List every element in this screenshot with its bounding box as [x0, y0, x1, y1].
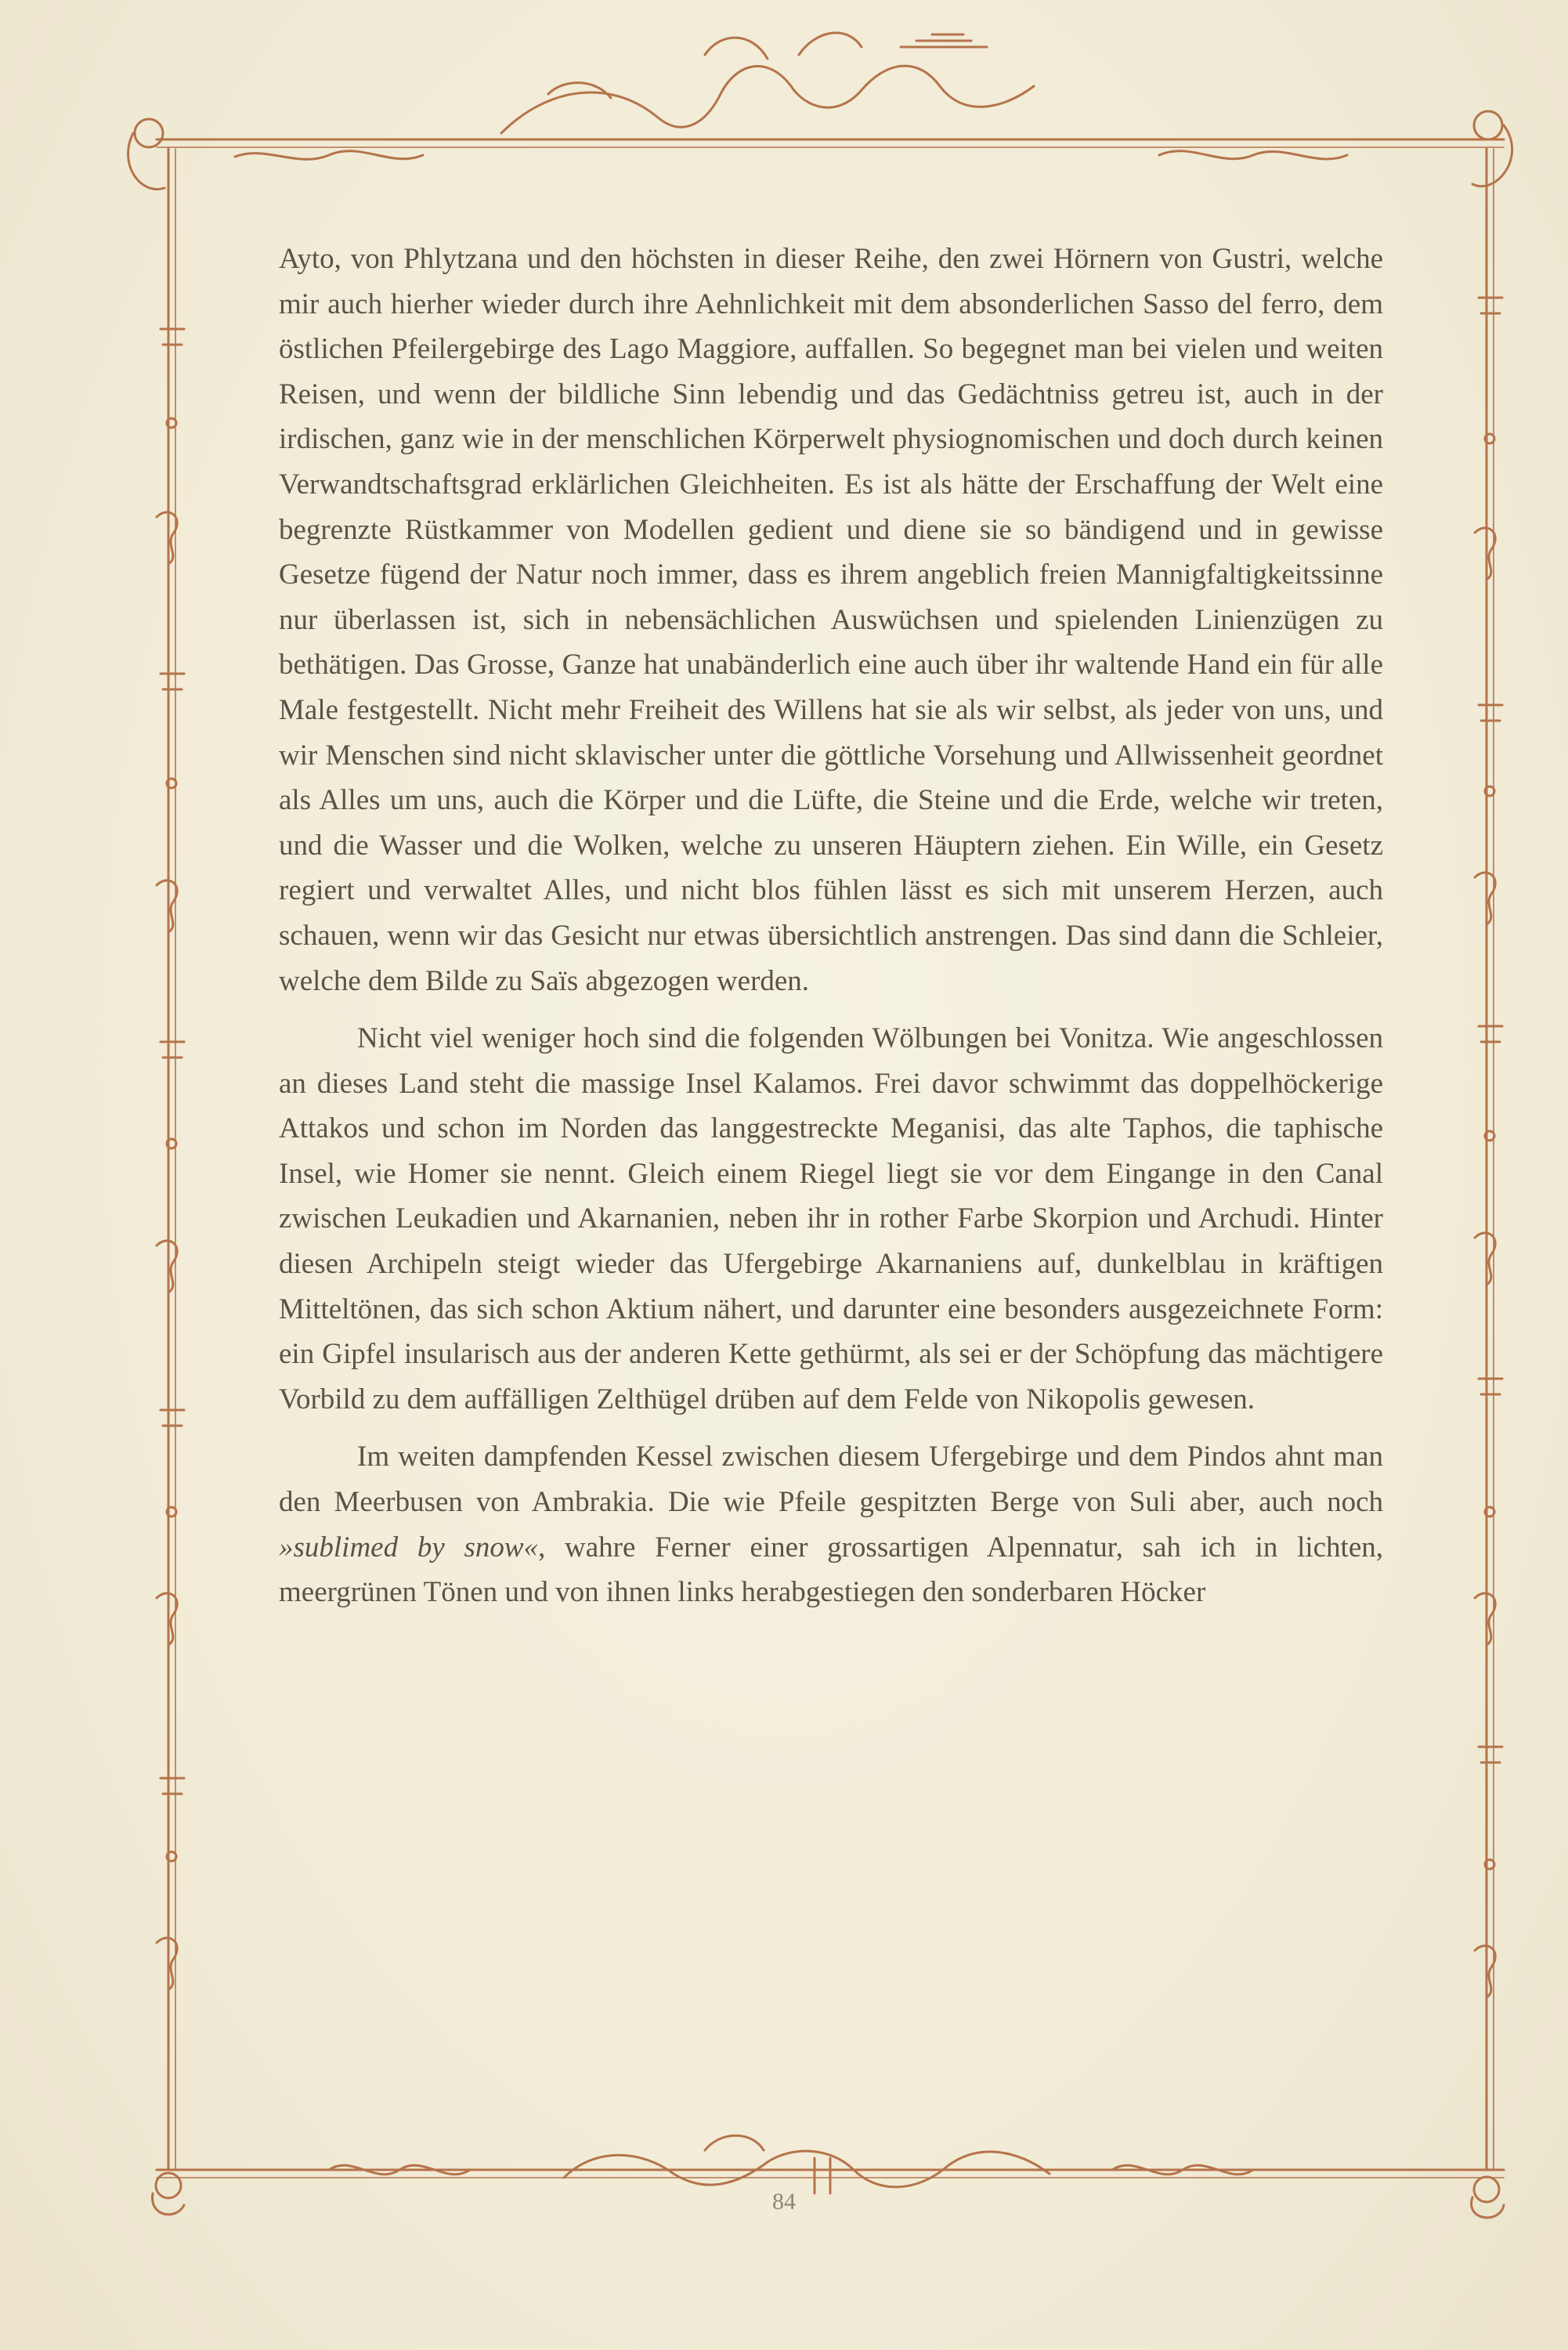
- paragraph-3-text: Im weiten dampfenden Kessel zwischen diesem Ufergebirge und dem Pindos ahnt man den Meerbusen von Ambrakia. Die wie Pfeile gespitzten Berge von Suli aber, auch noch: [279, 1441, 1383, 1519]
- paragraph-3-text-end: , wahre Ferner einer grossartigen Alpennatur, sah ich in lichten, meergrünen Tönen und von ihnen links herabgestiegen den sonderbaren Höcker: [279, 1531, 1383, 1609]
- paragraph-2: [279, 1016, 1383, 1422]
- right-side-ornament: [1479, 298, 1502, 313]
- paragraph-3: [279, 1434, 1383, 1614]
- left-side-ornament: [161, 329, 184, 345]
- top-flourish: [501, 66, 1034, 133]
- paragraph-3-emphasis: »sublimed by snow«: [279, 1531, 539, 1564]
- page-number: 84: [772, 2189, 796, 2214]
- paragraph-1: [279, 237, 1383, 1003]
- body-text: [279, 237, 1383, 1615]
- paragraph-1-text: Ayto, von Phlytzana und den höchsten in dieser Reihe, den zwei Hörnern von Gustri, welche mir auch hierher wieder durch ihre Aehnlichkeit mit dem absonderlichen Sasso del ferro, dem östlichen Pfeilergebirge des Lago Maggiore, auffallen. So begegnet man bei vielen und weiten Reisen, und wenn der bildliche Sinn lebendig und das Gedächtniss getreu ist, auch in der irdischen, ganz wie in der menschlichen Körperwelt physiognomischen und doch durch keinen Verwandtschaftsgrad erklärlichen Gleichheiten. Es ist als hätte der Erschaffung der Welt eine begrenzte Rüstkammer von Modellen gedient und diene sie so bändigend und in gewisse Gesetze fügend der Natur noch immer, dass es ihrem angeblich freien Mannigfaltigkeitssinne nur überlassen ist, sich in nebensächlichen Auswüchsen und spielenden Linienzügen zu bethätigen. Das Grosse, Ganze hat unabänderlich eine auch über ihr waltende Hand ein für alle Male festgestellt. Nicht mehr Freiheit des Willens hat sie als wir selbst, als jeder von uns, und wir Menschen sind nicht sklavischer unter die göttliche Vorsehung und Allwissenheit geordnet als Alles um uns, auch die Körper und die Lüfte, die Steine und die Erde, welche wir treten, und die Wasser und die Wolken, welche zu unseren Häuptern ziehen. Ein Wille, ein Gesetz regiert und verwaltet Alles, und nicht blos fühlen lässt es sich mit unserem Herzen, auch schauen, wenn wir das Gesicht nur etwas übersichtlich anstrengen. Das sind dann die Schleier, welche dem Bilde zu Saïs abgezogen werden.: [279, 243, 1383, 997]
- paragraph-2-text: Nicht viel weniger hoch sind die folgenden Wölbungen bei Vonitza. Wie angeschlossen an dieses Land steht die massige Insel Kalamos. Frei davor schwimmt das doppelhöckerige Attakos und schon im Norden das langgestreckte Meganisi, das alte Taphos, die taphische Insel, wie Homer sie nennt. Gleich einem Riegel liegt sie vor dem Eingange in den Canal zwischen Leukadien und Akarnanien, neben ihr in rother Farbe Skorpion und Archudi. Hinter diesen Archipeln steigt wieder das Ufergebirge Akarnaniens auf, dunkelblau in kräftigen Mitteltönen, das sich schon Aktium nähert, und darunter eine besonders ausgezeichnete Form: ein Gipfel insularisch aus der anderen Kette gethürmt, als sei er der Schöpfung das mächtigere Vorbild zu dem auffälligen Zelthügel drüben auf dem Felde von Nikopolis gewesen.: [279, 1022, 1383, 1415]
